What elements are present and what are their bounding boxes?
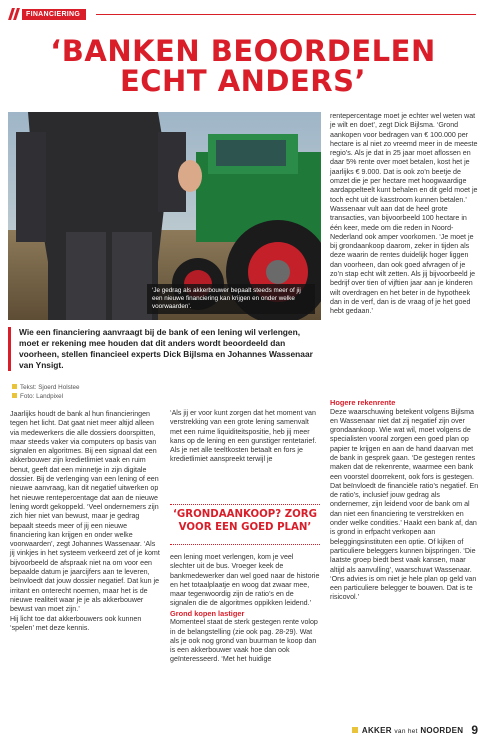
page-number: 9 <box>471 723 478 737</box>
body-column-2-bottom <box>170 553 320 665</box>
magazine-logo-icon <box>8 8 22 20</box>
section-tag: FINANCIERING <box>22 9 86 20</box>
author-credit: Tekst: Sjoerd Holstee <box>12 384 80 393</box>
article-credits <box>12 384 80 401</box>
pullquote-rule-bottom <box>170 544 320 546</box>
article-headline: ‘BANKEN BEOORDELEN ECHT ANDERS’ <box>50 34 436 98</box>
body-paragraph: Momenteel staat de sterk gestegen rente volop in de belangstelling (zie ook pag. 28-29). Wat als je ook nog grond van buurman te koop dan is een akkerbouwer vaak hoe dan ook geïnteresseerd. ‘Met het huidige <box>170 618 318 664</box>
body-column-3-bottom <box>330 398 480 603</box>
credit-marker-icon <box>12 384 17 389</box>
body-column-3-top <box>330 112 480 317</box>
footer-brand: AKKER van het NOORDEN <box>361 725 464 735</box>
body-column-1 <box>10 410 160 633</box>
photo-caption: ‘Je gedrag als akkerbouwer bepaalt steeds meer of jij een nieuwe financiering kan krijgen en onder welke voorwaarden’. <box>147 284 315 314</box>
body-paragraph: rentepercentage moet je echter wel weten wat je wilt en doet’, zegt Dick Bijlsma. ‘Grond aankopen voor bedragen van € 100.000 per hectare is al niet zo vreemd meer in de meeste regio’s. Als je dat in 25 jaar moet aflossen en daar 5% rente over moet betalen, kost het je jaarlijks € 9.000. Dat is ook zo’n beetje de omzet die je per hectare met hoogwaardige aardappelteelt kunt behalen en dit geld moet je toch echt uit de kasstroom kunnen betalen.’ <box>330 112 478 204</box>
page-footer <box>352 723 478 737</box>
pullquote-rule-top <box>170 504 320 506</box>
body-paragraph: Deze waarschuwing betekent volgens Bijlsma en Wassenaar niet dat zij negatief zijn over grondaankoop. Wie wat wil, moet volgens de specialisten vooral zorgen een goed plan op papier te krijgen en aan de hand daarvan met de bank in gesprek gaan. ‘De gestegen rentes maken dat de rekenrente, waarmee een bank een voorstel doorrekent, ook fors is gestegen. Dat beïnvloedt de financiële ratio’s negatief. En de ratio’s, inclusief jouw gedrag als ondernemer, zijn leidend voor de bank om al dan niet een financiering te verstrekken en onder welke condities.’ Haakt een bank af, dan is grond in erfpacht verkopen aan beleggingsinstituten een optie. Of kijken of particuliere beleggers kunnen bijspringen. ‘Die laatste groep biedt best vaak kansen, maar altijd als aanvulling’, waarschuwt Wassenaar. ‘Ons advies is om niet je hele plan op geld van een particuliere belegger te bouwen. Dat is te risicovol.’ <box>330 407 479 602</box>
subheading: Grond kopen lastiger <box>170 608 245 618</box>
article-photo <box>8 112 321 320</box>
footer-marker-icon <box>352 727 358 733</box>
body-column-2-top <box>170 409 320 465</box>
body-paragraph: Wassenaar vult aan dat de heel grote transacties, van bijvoorbeeld 100 hectare in één keer, mede om die reden in Noord-Nederland ook amper voorkomen. ‘Je moet je bij grondaankoop daarom, zeker in tijden als deze waarin de rentes duidelijk hoger liggen dan voorheen, dan ook goed afvragen of je zo’n stap echt wilt zetten. Als jij bijvoorbeeld je bedrijf over tien of vijftien jaar aan je kinderen wilt overdragen en het beter in de hypotheek dan in de verf, dan is de vraag of je het goed hebt gedaan.’ <box>330 204 476 316</box>
credit-marker-icon <box>12 393 17 398</box>
subheading: Hogere rekenrente <box>330 398 396 407</box>
header-rule <box>96 14 476 15</box>
section-header <box>8 8 86 20</box>
pull-quote: ‘GRONDAANKOOP? ZORG VOOR EEN GOED PLAN’ <box>173 509 317 533</box>
body-paragraph: een lening moet verlengen, kom je veel slechter uit de bus. Vroeger keek de bankmedewerker dan wel goed naar de historie en het totaalplaatje en woog dat zwaar mee, maar tegenwoordig zijn de ratio’s en de signalen die de algoritmes oppikken leidend.’ <box>170 553 320 608</box>
body-paragraph: Jaarlijks houdt de bank al hun financieringen tegen het licht. Dat gaat niet meer altijd alleen via medewerkers die alle dossiers doorspitten, maar steeds vaker via computers op basis van signalen en algoritmes. Bij een signaal dat een akkerbouwer zijn kredietlimiet vaak en ruim benut, geeft dat een minnetje in zijn digitale dossier. Bij de verlenging van een lening of een nieuwe aanvraag, kan dit negatief uitwerken op het nieuwe rentepercentage dat aan de nieuwe lening wordt gekoppeld. ‘Veel ondernemers zijn zich hier niet van bewust, maar je gedrag bepaalt steeds meer of jij een nieuwe financiering kan krijgen en onder welke voorwaarden’, zegt Johannes Wassenaar. ‘Als jij vinkjes in het systeem verkeerd zet of je komt bijvoorbeeld de afspraak niet na om voor een bepaalde datum je jaarcijfers aan te leveren, beïnvloedt dat jouw dossier negatief. Dat kun je irritant en onterecht noemen, maar het is de nieuwe realiteit waar je je als akkerbouwer bewust van moet zijn.’ <box>10 410 160 614</box>
photo-credit: Foto: Landpixel <box>12 393 80 402</box>
body-paragraph: ‘Als jij er voor kunt zorgen dat het moment van verstrekking van een grote lening samenvalt met een ruime liquiditeitspositie, heb jij meer kans op de lening en een gunstiger rentetarief. Als je net alle teeltkosten betaalt en fors je kredietlimiet aanspreekt terwijl je <box>170 409 317 464</box>
body-paragraph: Hij licht toe dat akkerbouwers ook kunnen ‘spelen’ met deze kennis. <box>10 614 142 632</box>
article-lead: Wie een financiering aanvraagt bij de bank of een lening wil verlengen, moet er rekening mee houden dat dit anders wordt beoordeeld dan voorheen, stellen financieel experts Dick Bijlsma en Johannes Wassenaar van Ynsigt. <box>8 327 321 371</box>
